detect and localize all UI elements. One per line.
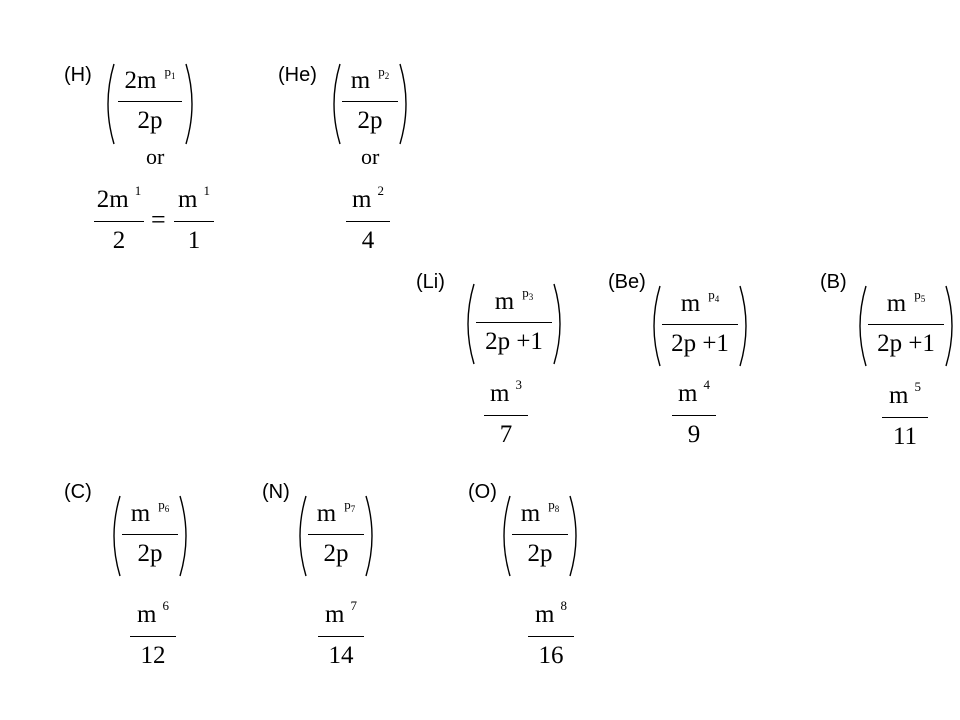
fraction-b-general bbox=[868, 287, 944, 363]
numerator: m $^5$ bbox=[889, 379, 921, 409]
denominator: 14 bbox=[328, 642, 354, 669]
numerator: m $^4$ bbox=[678, 377, 710, 407]
numerator: m $^6$ bbox=[137, 598, 169, 628]
fraction-bar bbox=[512, 534, 568, 535]
denominator: 7 bbox=[499, 421, 513, 448]
label-b: (B) bbox=[820, 271, 847, 293]
numerator: m $^3$ bbox=[490, 377, 522, 407]
numerator: m $^8$ bbox=[535, 598, 567, 628]
label-o: (O) bbox=[468, 481, 497, 503]
label-c: (C) bbox=[64, 481, 92, 503]
fraction-c-general bbox=[122, 497, 178, 573]
numerator: m $^1$ bbox=[178, 183, 210, 213]
fraction-li-general bbox=[476, 285, 552, 361]
numerator: m $^{p_4}$ bbox=[680, 287, 720, 317]
numerator: m $^{p_3}$ bbox=[494, 285, 534, 315]
fraction-he-general bbox=[342, 64, 398, 140]
fraction-n-general bbox=[308, 497, 364, 573]
denominator: 2p +1 bbox=[671, 330, 729, 357]
numerator: 2m $^{p_1}$ bbox=[124, 64, 176, 94]
numerator: m $^{p_5}$ bbox=[886, 287, 926, 317]
label-be: (Be) bbox=[608, 271, 646, 293]
or-text: or bbox=[361, 144, 380, 169]
fraction-bar bbox=[484, 415, 528, 416]
label-he: (He) bbox=[278, 64, 317, 86]
fraction-be-general bbox=[662, 287, 738, 363]
numerator: m $^7$ bbox=[325, 598, 357, 628]
numerator: m $^{p_7}$ bbox=[316, 497, 356, 527]
fraction-h-general bbox=[118, 64, 182, 140]
fraction-bar bbox=[130, 636, 176, 637]
denominator: 2p bbox=[323, 540, 349, 567]
denominator: 2 bbox=[112, 227, 126, 254]
numerator: m $^{p_8}$ bbox=[520, 497, 560, 527]
denominator: 12 bbox=[140, 642, 166, 669]
fraction-bar bbox=[318, 636, 364, 637]
numerator: m $^{p_2}$ bbox=[350, 64, 390, 94]
fraction-bar bbox=[476, 322, 552, 323]
label-n: (N) bbox=[262, 481, 290, 503]
fraction-bar bbox=[308, 534, 364, 535]
denominator: 4 bbox=[361, 227, 375, 254]
equals-sign: = bbox=[151, 205, 166, 234]
fraction-h-value-left bbox=[94, 183, 144, 259]
denominator: 16 bbox=[538, 642, 564, 669]
fraction-bar bbox=[174, 221, 214, 222]
fraction-o-value bbox=[528, 598, 574, 674]
denominator: 2p bbox=[137, 107, 163, 134]
label-h: (H) bbox=[64, 64, 92, 86]
fraction-bar bbox=[118, 101, 182, 102]
fraction-o-general bbox=[512, 497, 568, 573]
numerator: 2m $^1$ bbox=[96, 183, 142, 213]
fraction-h-value-right bbox=[174, 183, 214, 259]
denominator: 2p +1 bbox=[485, 328, 543, 355]
denominator: 11 bbox=[892, 423, 918, 450]
fraction-bar bbox=[122, 534, 178, 535]
fraction-bar bbox=[868, 324, 944, 325]
denominator: 9 bbox=[687, 421, 701, 448]
denominator: 2p bbox=[357, 107, 383, 134]
fraction-bar bbox=[346, 221, 390, 222]
fraction-bar bbox=[882, 417, 928, 418]
denominator: 2p +1 bbox=[877, 330, 935, 357]
fraction-n-value bbox=[318, 598, 364, 674]
fraction-be-value bbox=[672, 377, 716, 453]
denominator: 1 bbox=[187, 227, 201, 254]
numerator: m $^{p_6}$ bbox=[130, 497, 170, 527]
fraction-bar bbox=[672, 415, 716, 416]
or-text: or bbox=[146, 144, 165, 169]
fraction-c-value bbox=[130, 598, 176, 674]
fraction-bar bbox=[662, 324, 738, 325]
fraction-b-value bbox=[882, 379, 928, 455]
label-li: (Li) bbox=[416, 271, 445, 293]
fraction-bar bbox=[342, 101, 398, 102]
fraction-he-value bbox=[346, 183, 390, 259]
fraction-bar bbox=[94, 221, 144, 222]
denominator: 2p bbox=[527, 540, 553, 567]
denominator: 2p bbox=[137, 540, 163, 567]
fraction-bar bbox=[528, 636, 574, 637]
fraction-li-value bbox=[484, 377, 528, 453]
numerator: m $^2$ bbox=[352, 183, 384, 213]
